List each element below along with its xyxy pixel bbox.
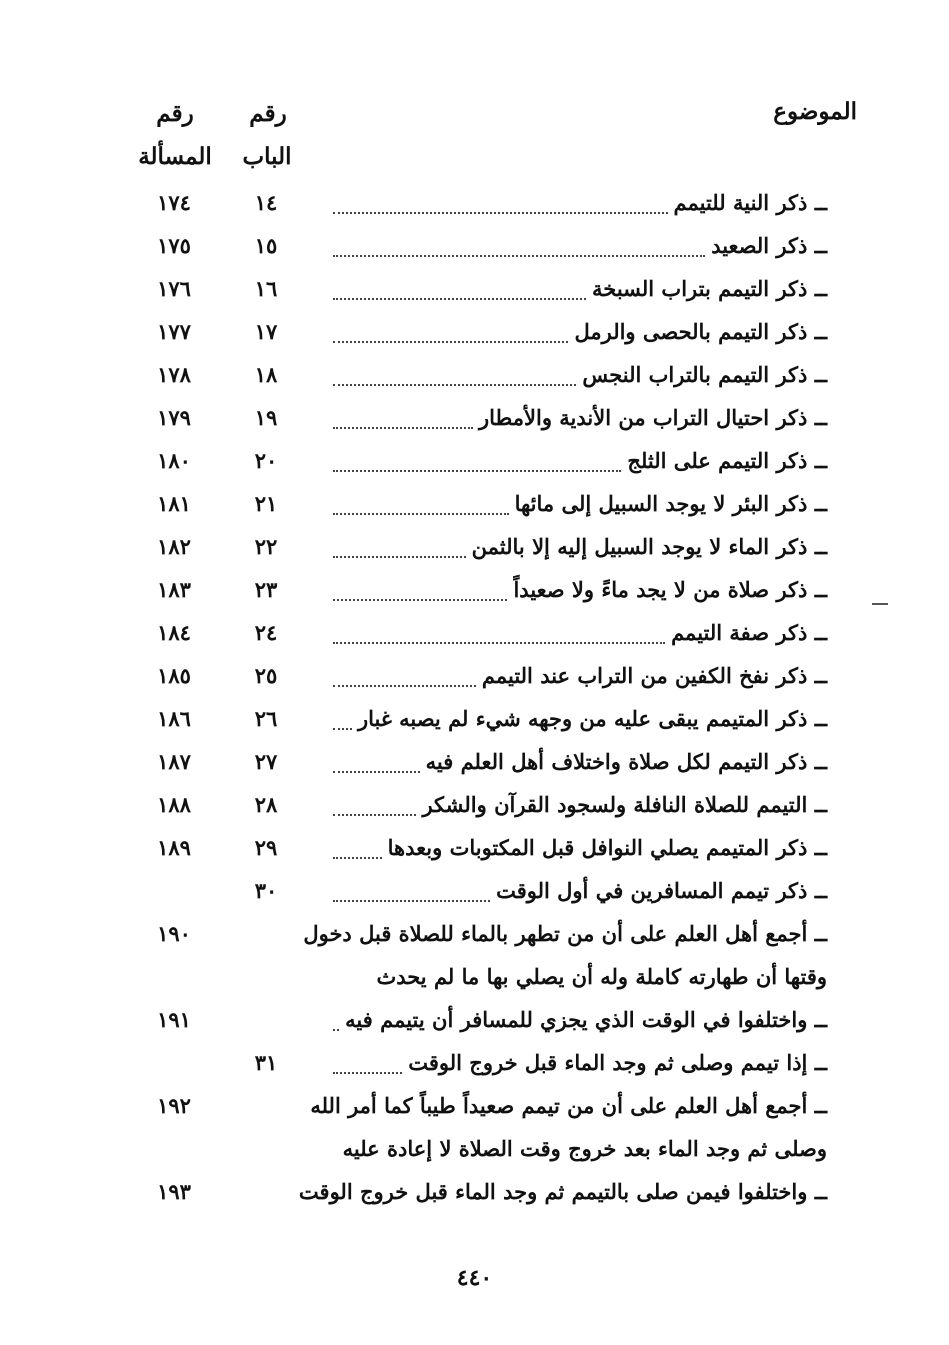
entry-title: ــ أجمع أهل العلم على أن من تطهر بالماء للصلاة قبل دخول — [303, 921, 827, 946]
entry-title: ــ ذكر المتيمم يصلي النوافل قبل المكتوبات وبعدها — [387, 835, 827, 860]
dot-leader — [333, 726, 352, 730]
entry-title: ــ ذكر صفة التيمم — [671, 620, 827, 645]
chapter-number: ٢١ — [254, 491, 278, 516]
masala-header-line2: المسألة — [138, 143, 212, 170]
chapter-number: ٢٨ — [254, 792, 278, 817]
chapter-number: ٢٩ — [254, 835, 278, 860]
toc-entry — [0, 790, 949, 833]
chapter-number: ٢٠ — [254, 448, 278, 473]
issue-number: ١٧٥ — [157, 233, 191, 258]
dot-leader — [333, 597, 507, 601]
masala-header-line1: رقم — [156, 100, 194, 127]
entry-title: ــ التيمم للصلاة النافلة ولسجود القرآن والشكر — [422, 792, 827, 817]
issue-number: ١٨٤ — [157, 620, 191, 645]
toc-entry — [0, 575, 949, 618]
chapter-number: ٢٣ — [254, 577, 278, 602]
dot-leader — [333, 296, 586, 300]
issue-number: ١٨٩ — [157, 835, 191, 860]
entry-title: ــ ذكر احتيال التراب من الأندية والأمطار — [479, 405, 827, 430]
chapter-number: ٢٦ — [254, 706, 278, 731]
toc-entry — [0, 489, 949, 532]
toc-entry — [0, 1177, 949, 1220]
issue-number: ١٨٧ — [157, 749, 191, 774]
entry-title: ــ واختلفوا في الوقت الذي يجزي للمسافر أن يتيمم فيه — [345, 1007, 827, 1032]
entry-title: ــ ذكر النية للتيمم — [673, 190, 827, 215]
issue-number: ١٨٥ — [157, 663, 191, 688]
toc-entry — [0, 747, 949, 790]
issue-number: ١٨٢ — [157, 534, 191, 559]
issue-number: ١٨٦ — [157, 706, 191, 731]
toc-entry — [0, 704, 949, 747]
dot-leader — [333, 640, 665, 644]
toc-continuation-line — [0, 1134, 949, 1177]
chapter-number: ٢٧ — [254, 749, 278, 774]
toc-entry — [0, 317, 949, 360]
entry-title: وقتها أن طهارته كاملة وله أن يصلي بها ما لم يحدث — [376, 964, 827, 989]
dot-leader — [333, 511, 509, 515]
issue-number: ١٧٤ — [157, 190, 191, 215]
dot-leader — [333, 210, 668, 214]
entry-title: ــ ذكر البئر لا يوجد السبيل إلى مائها — [514, 491, 827, 516]
entry-title: ــ ذكر التيمم لكل صلاة واختلاف أهل العلم فيه — [425, 749, 827, 774]
dot-leader — [333, 554, 466, 558]
toc-entry — [0, 360, 949, 403]
toc-entry — [0, 833, 949, 876]
toc-entry — [0, 618, 949, 661]
toc-entry — [0, 532, 949, 575]
dot-leader — [333, 1070, 402, 1074]
dot-leader — [333, 425, 473, 429]
dot-leader — [333, 253, 705, 257]
entry-title: ــ ذكر صلاة من لا يجد ماءً ولا صعيداً — [513, 577, 827, 602]
toc-entry — [0, 188, 949, 231]
chapter-number: ١٦ — [254, 276, 278, 301]
chapter-number: ٢٤ — [254, 620, 278, 645]
entry-title: ــ ذكر الماء لا يوجد السبيل إليه إلا بالثمن — [471, 534, 827, 559]
entry-title: ــ ذكر التيمم بتراب السبخة — [592, 276, 827, 301]
bab-header-line2: الباب — [242, 143, 292, 170]
toc-entry — [0, 1091, 949, 1134]
toc-entry — [0, 1005, 949, 1048]
dot-leader — [333, 468, 621, 472]
dot-leader — [333, 769, 420, 773]
issue-number: ١٧٨ — [157, 362, 191, 387]
toc-entry — [0, 876, 949, 919]
entry-title: ــ ذكر الصعيد — [711, 233, 827, 258]
chapter-number: ٢٢ — [254, 534, 278, 559]
toc-entry — [0, 919, 949, 962]
entry-title: ــ أجمع أهل العلم على أن من تيمم صعيداً طيباً كما أمر الله — [310, 1093, 827, 1118]
issue-number: ١٨٨ — [157, 792, 191, 817]
dot-leader — [333, 1027, 339, 1031]
page-number: ٤٤٠ — [456, 1265, 493, 1291]
entry-title: ــ ذكر التيمم بالحصى والرمل — [574, 319, 827, 344]
toc-entry — [0, 403, 949, 446]
issue-number: ١٩٣ — [157, 1179, 191, 1204]
entry-title: ــ إذا تيمم وصلى ثم وجد الماء قبل خروج الوقت — [408, 1050, 827, 1075]
entry-title: ــ واختلفوا فيمن صلى بالتيمم ثم وجد الماء قبل خروج الوقت — [298, 1179, 827, 1204]
dot-leader — [333, 382, 576, 386]
issue-number: ١٩١ — [157, 1007, 191, 1032]
dot-leader — [333, 683, 476, 687]
entry-title: وصلى ثم وجد الماء بعد خروج وقت الصلاة لا إعادة عليه — [342, 1136, 827, 1161]
chapter-number: ١٤ — [254, 190, 278, 215]
margin-mark — [872, 603, 888, 605]
toc-continuation-line — [0, 962, 949, 1005]
dot-leader — [333, 339, 568, 343]
issue-number: ١٨٠ — [157, 448, 191, 473]
dot-leader — [333, 855, 382, 859]
issue-number: ١٧٧ — [157, 319, 191, 344]
issue-number: ١٩٢ — [157, 1093, 191, 1118]
toc-entry — [0, 274, 949, 317]
chapter-number: ٢٥ — [254, 663, 278, 688]
entry-title: ــ ذكر التيمم بالتراب النجس — [582, 362, 827, 387]
chapter-number: ١٨ — [254, 362, 278, 387]
dot-leader — [333, 812, 416, 816]
entry-title: ــ ذكر نفخ الكفين من التراب عند التيمم — [481, 663, 827, 688]
issue-number: ١٩٠ — [157, 921, 191, 946]
issue-number: ١٧٦ — [157, 276, 191, 301]
issue-number: ١٧٩ — [157, 405, 191, 430]
chapter-number: ١٥ — [254, 233, 278, 258]
toc-list — [0, 188, 949, 1220]
entry-title: ــ ذكر تيمم المسافرين في أول الوقت — [496, 878, 827, 903]
chapter-number: ١٩ — [254, 405, 278, 430]
toc-entry — [0, 661, 949, 704]
dot-leader — [333, 898, 490, 902]
toc-entry — [0, 231, 949, 274]
toc-entry — [0, 1048, 949, 1091]
issue-number: ١٨١ — [157, 491, 191, 516]
bab-header-line1: رقم — [249, 100, 287, 127]
entry-title: ــ ذكر التيمم على الثلج — [627, 448, 827, 473]
toc-entry — [0, 446, 949, 489]
topic-header: الموضوع — [773, 98, 857, 125]
chapter-number: ٣٠ — [254, 878, 278, 903]
chapter-number: ٣١ — [254, 1050, 278, 1075]
chapter-number: ١٧ — [254, 319, 278, 344]
entry-title: ــ ذكر المتيمم يبقى عليه من وجهه شيء لم يصبه غبار — [357, 706, 827, 731]
issue-number: ١٨٣ — [157, 577, 191, 602]
